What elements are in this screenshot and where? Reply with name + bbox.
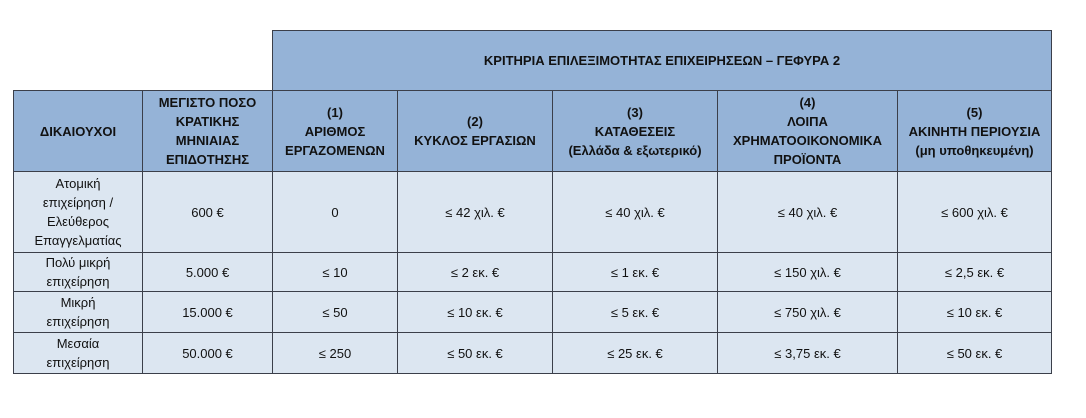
header-property <box>898 91 1052 172</box>
header-max-subsidy-line: ΚΡΑΤΙΚΗΣ <box>175 114 240 129</box>
header-employees-line: ΑΡΙΘΜΟΣ <box>304 123 366 139</box>
cell-employees: ≤ 250 <box>273 333 398 374</box>
header-deposits-line: (Ελλάδα & εξωτερικό) <box>568 142 702 158</box>
cell-subsidy: 5.000 € <box>143 253 273 292</box>
row-name-line: Μεσαία <box>56 336 100 351</box>
cell-turnover: ≤ 2 εκ. € <box>398 253 553 292</box>
cell-deposits: ≤ 40 χιλ. € <box>553 172 718 253</box>
header-max-subsidy-line: ΕΠΙΔΟΤΗΣΗΣ <box>165 152 250 167</box>
cell-property: ≤ 10 εκ. € <box>898 292 1052 333</box>
row-name-line: επιχείρηση <box>46 355 110 370</box>
header-other-financial-line: ΧΡΗΜΑΤΟΟΙΚΟΝΟΜΙΚΑ <box>732 133 883 148</box>
cell-turnover: ≤ 10 εκ. € <box>398 292 553 333</box>
row-name-line: επιχείρηση / <box>42 195 114 210</box>
cell-turnover: ≤ 42 χιλ. € <box>398 172 553 253</box>
header-row <box>14 91 1052 172</box>
eligibility-table <box>13 30 1052 374</box>
header-deposits <box>553 91 718 172</box>
header-property-line: (5) <box>966 104 983 120</box>
row-beneficiary-name <box>14 292 143 333</box>
header-other-financial-line: ΠΡΟΪΟΝΤΑ <box>773 152 842 167</box>
cell-employees: 0 <box>273 172 398 253</box>
row-name-line: Ελεύθερος <box>47 214 109 229</box>
row-beneficiary-name <box>14 333 143 374</box>
row-name-line: Μικρή <box>60 295 96 310</box>
header-turnover <box>398 91 553 172</box>
header-property-line: (μη υποθηκευμένη) <box>915 142 1034 158</box>
row-beneficiary-name <box>14 172 143 253</box>
cell-property: ≤ 50 εκ. € <box>898 333 1052 374</box>
header-employees <box>273 91 398 172</box>
header-deposits-line: (3) <box>627 104 643 120</box>
header-max-subsidy-line: ΜΕΓΙΣΤΟ ΠΟΣΟ <box>158 95 257 110</box>
row-name-line: επιχείρηση <box>46 274 110 289</box>
table-row <box>14 292 1052 333</box>
cell-other-financial: ≤ 150 χιλ. € <box>718 253 898 292</box>
cell-subsidy: 50.000 € <box>143 333 273 374</box>
table-title: ΚΡΙΤΗΡΙΑ ΕΠΙΛΕΞΙΜΟΤΗΤΑΣ ΕΠΙΧΕΙΡΗΣΕΩΝ – ΓΕΦΥΡΑ 2 <box>273 31 1052 91</box>
header-property-line: ΑΚΙΝΗΤΗ ΠΕΡΙΟΥΣΙΑ <box>908 123 1041 139</box>
header-max-subsidy-line: ΜΗΝΙΑΙΑΣ <box>175 133 240 148</box>
cell-other-financial: ≤ 3,75 εκ. € <box>718 333 898 374</box>
eligibility-table-wrapper <box>13 30 1052 374</box>
cell-employees: ≤ 50 <box>273 292 398 333</box>
cell-other-financial: ≤ 40 χιλ. € <box>718 172 898 253</box>
cell-property: ≤ 2,5 εκ. € <box>898 253 1052 292</box>
cell-deposits: ≤ 1 εκ. € <box>553 253 718 292</box>
row-name-line: επιχείρηση <box>46 314 110 329</box>
cell-property: ≤ 600 χιλ. € <box>898 172 1052 253</box>
table-title-row <box>14 31 1052 91</box>
header-other-financial-line: ΛΟΙΠΑ <box>787 114 828 129</box>
header-other-financial <box>718 91 898 172</box>
header-max-subsidy <box>143 91 273 172</box>
cell-employees: ≤ 10 <box>273 253 398 292</box>
header-deposits-line: ΚΑΤΑΘΕΣΕΙΣ <box>594 123 676 139</box>
row-name-line: Ατομική <box>55 176 101 191</box>
row-name-line: Επαγγελματίας <box>34 233 122 248</box>
header-turnover-line: ΚΥΚΛΟΣ ΕΡΓΑΣΙΩΝ <box>414 133 536 148</box>
cell-turnover: ≤ 50 εκ. € <box>398 333 553 374</box>
row-name-line: Πολύ μικρή <box>45 255 111 270</box>
row-beneficiary-name <box>14 253 143 292</box>
cell-deposits: ≤ 5 εκ. € <box>553 292 718 333</box>
blank-corner <box>14 31 273 91</box>
header-turnover-line: (2) <box>467 114 483 129</box>
header-employees-line: (1) <box>327 104 343 120</box>
table-row <box>14 172 1052 253</box>
header-beneficiaries: ΔΙΚΑΙΟΥΧΟΙ <box>14 91 143 172</box>
header-other-financial-line: (4) <box>799 95 816 110</box>
table-row <box>14 333 1052 374</box>
cell-subsidy: 600 € <box>143 172 273 253</box>
table-row <box>14 253 1052 292</box>
cell-other-financial: ≤ 750 χιλ. € <box>718 292 898 333</box>
header-employees-line: ΕΡΓΑΖΟΜΕΝΩΝ <box>285 142 385 158</box>
cell-subsidy: 15.000 € <box>143 292 273 333</box>
cell-deposits: ≤ 25 εκ. € <box>553 333 718 374</box>
